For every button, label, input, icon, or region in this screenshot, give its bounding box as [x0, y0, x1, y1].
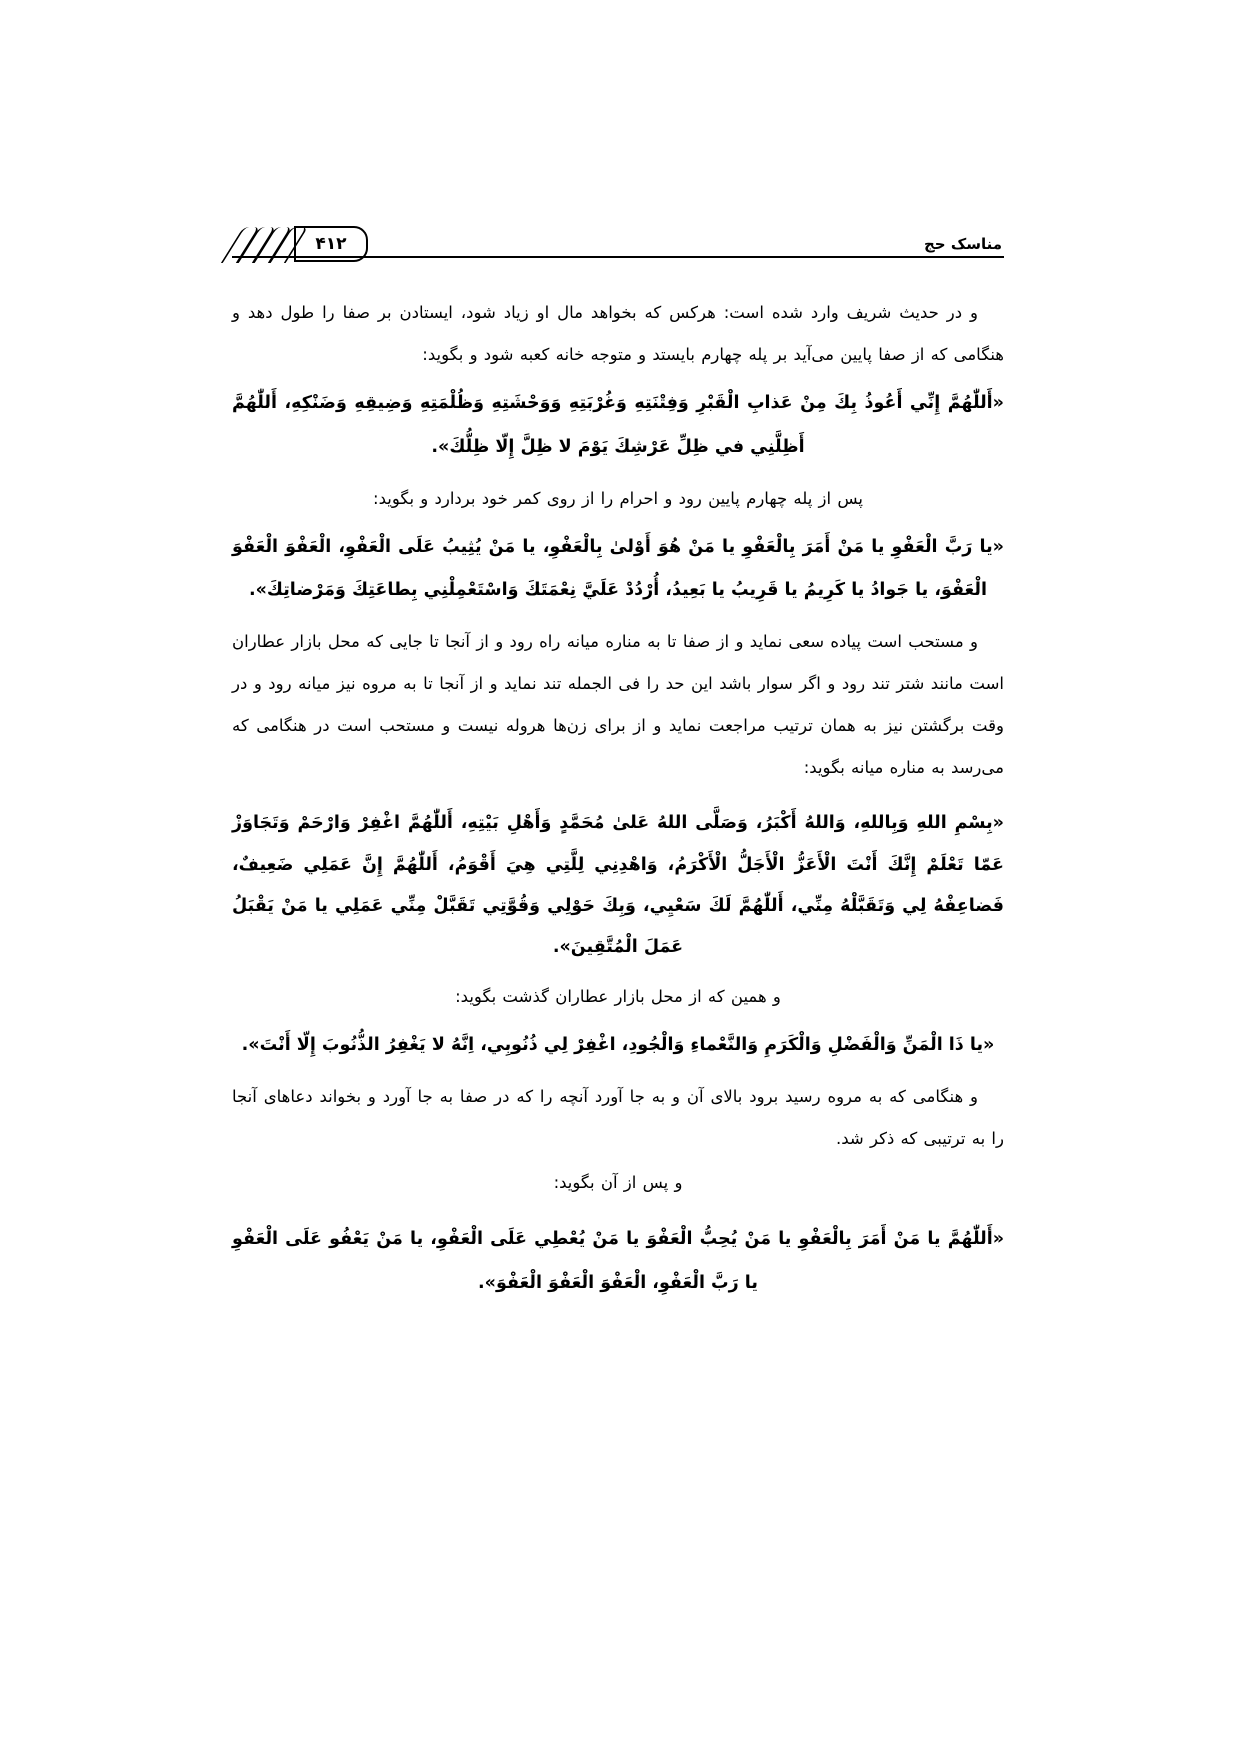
page-body	[232, 292, 1004, 1305]
book-title: مناسک حج	[924, 235, 1002, 253]
paragraph-persian: و هنگامی که به مروه رسید برود بالای آن و به جا آورد آنچه را که در صفا به جا آورد و بخواند دعاهای آنجا را به ترتیبی که ذکر شد.	[232, 1086, 1004, 1148]
dua-arabic-block: «يا رَبَّ الْعَفْوِ يا مَنْ أَمَرَ بِالْعَفْوِ يا مَنْ هُوَ أَوْلىٰ بِالْعَفْوِ، يا مَنْ يُثِيبُ عَلَى الْعَفْوِ، الْعَفْوَ الْعَفْوَ الْعَفْوَ، يا جَوادُ يا كَرِيمُ يا قَرِيبُ يا بَعِيدُ، أُرْدُدْ عَلَيَّ نِعْمَتَكَ وَاسْتَعْمِلْنِي بِطاعَتِكَ وَمَرْضاتِكَ».	[232, 536, 1004, 601]
dua-arabic-block: «بِسْمِ اللهِ وَبِاللهِ، وَاللهُ أَكْبَرُ، وَصَلَّى اللهُ عَلىٰ مُحَمَّدٍ وَأَهْلِ بَيْتِهِ، أَللّٰهُمَّ اغْفِرْ وَارْحَمْ وَتَجَاوَزْ عَمّا تَعْلَمْ إِنَّكَ أَنْتَ الْأَعَزُّ الْأَجَلُّ الْأَكْرَمُ، وَاهْدِنِي لِلَّتِي هِيَ أَقْوَمُ، أَللّٰهُمَّ إِنَّ عَمَلِي ضَعِيفٌ، فَضاعِفْهُ لِي وَتَقَبَّلْهُ مِنِّي، أَللّٰهُمَّ لَكَ سَعْيِي، وَبِكَ حَوْلِي وَقُوَّتِي تَقَبَّلْ مِنِّي عَمَلِي يا مَنْ يَقْبَلُ عَمَلَ الْمُتَّقِينَ».	[232, 813, 1004, 957]
running-header	[232, 222, 1004, 266]
block-spacer	[232, 1206, 1004, 1212]
page-number: ۴۱۲	[294, 226, 368, 262]
block-spacer	[232, 791, 1004, 797]
dua-arabic-block: «أَللّٰهُمَّ يا مَنْ أَمَرَ بِالْعَفْوِ يا مَنْ يُحِبُّ الْعَفْوَ يا مَنْ يُعْطِي عَلَى الْعَفْوِ، يا مَنْ يَعْفُو عَلَى الْعَفْوِ يا رَبَّ الْعَفْوِ، الْعَفْوَ الْعَفْوَ الْعَفْوَ».	[232, 1228, 1004, 1293]
paragraph-persian: و پس از آن بگوید:	[553, 1172, 683, 1192]
paragraph-persian: پس از پله چهارم پایین رود و احرام را از روی کمر خود بردارد و بگوید:	[373, 488, 863, 508]
paragraph-persian: و در حدیث شریف وارد شده است: هرکس که بخواهد مال او زیاد شود، ایستادن بر صفا را طول دهد و هنگامی که از صفا پایین می‌آید بر پله چهارم بایستد و متوجه خانه کعبه شود و بگوید:	[232, 303, 1004, 365]
paragraph-persian: و همین که از محل بازار عطاران گذشت بگوید:	[455, 986, 781, 1006]
page-number-badge-group	[232, 224, 368, 264]
dua-arabic-block: «أَللّٰهُمَّ إِنِّي أَعُوذُ بِكَ مِنْ عَذابِ الْقَبْرِ وَفِتْنَتِهِ وَغُرْبَتِهِ وَوَحْشَتِهِ وَظُلْمَتِهِ وَضِيقِهِ وَضَنْكِهِ، أَللّٰهُمَّ أَظِلَّنِي في ظِلِّ عَرْشِكَ يَوْمَ لا ظِلَّ إِلّا ظِلُّكَ».	[232, 393, 1004, 457]
dua-arabic-block: «يا ذَا الْمَنِّ وَالْفَضْلِ وَالْكَرَمِ وَالنَّعْماءِ وَالْجُودِ، اغْفِرْ لِي ذُنُوبِي، اِنَّهُ لا يَغْفِرُ الذُّنُوبَ إِلّا أَنْتَ».	[241, 1035, 995, 1055]
page-content	[232, 222, 1004, 1313]
header-divider-rule	[232, 256, 1004, 258]
paragraph-persian: و مستحب است پیاده سعی نماید و از صفا تا به مناره میانه راه رود و از آنجا تا جایی که محل بازار عطاران است مانند شتر تند رود و اگر سوار باشد این حد را فی الجمله تند نماید و از آنجا تا به مروه نیز میانه رود و در وقت برگشتن نیز به همان ترتیب مراجعت نماید و از برای زن‌ها هروله نیست و مستحب است در هنگامی که می‌رسد به مناره میانه بگوید:	[232, 632, 1004, 778]
